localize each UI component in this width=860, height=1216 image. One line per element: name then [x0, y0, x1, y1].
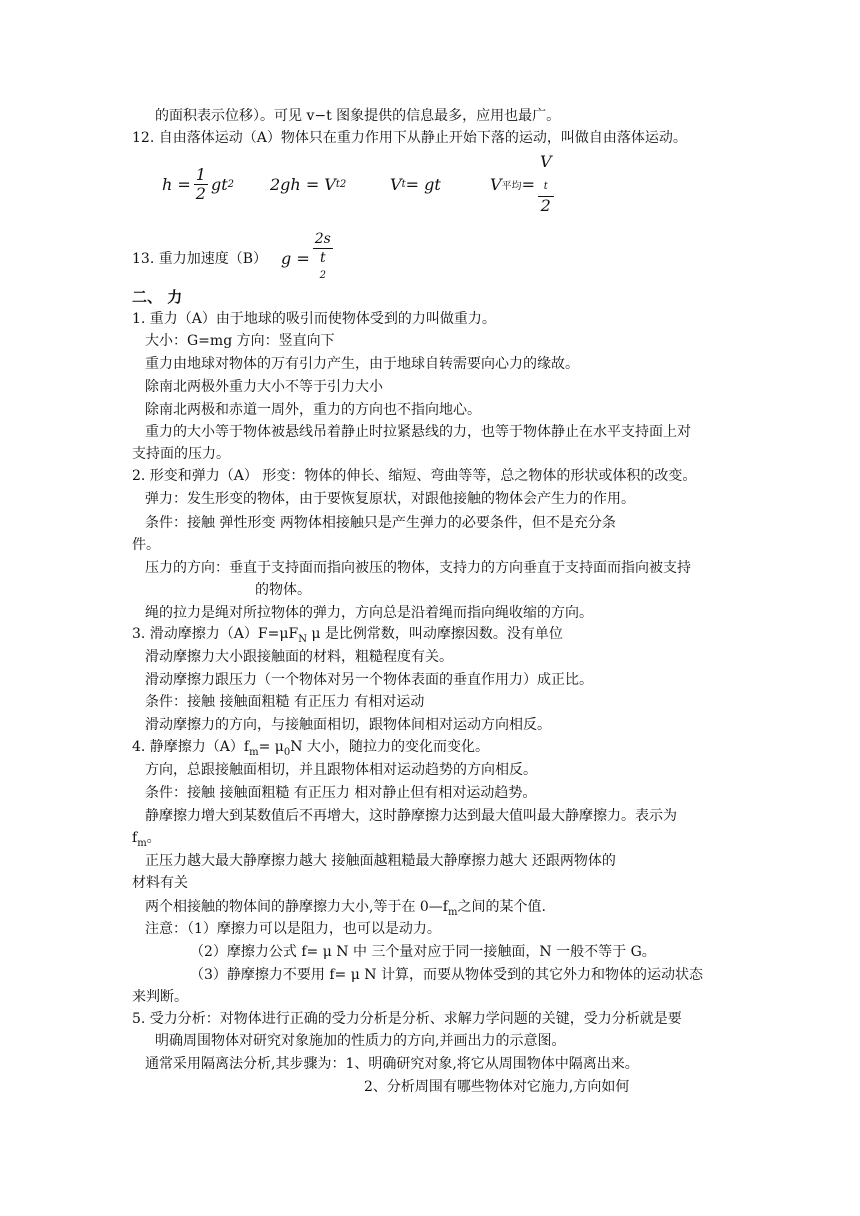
subscript: m — [249, 746, 259, 758]
item-12: 12. 自由落体运动（A）物体只在重力作用下从静止开始下落的运动，叫做自由落体运动。 — [132, 130, 687, 146]
text-line: 除南北两极外重力大小不等于引力大小 — [145, 379, 383, 395]
text-span: f — [132, 830, 138, 846]
text-line: 绳的拉力是绳对所拉物体的弹力，方向总是沿着绳而指向绳收缩的方向。 — [145, 605, 593, 621]
formula-text: h = — [162, 174, 191, 194]
subscript: N — [298, 633, 307, 645]
text-line — [132, 737, 489, 763]
text-line: 滑动摩擦力的方向，与接触面相切，跟物体间相对运动方向相反。 — [145, 717, 551, 733]
fraction-denominator — [313, 249, 333, 289]
text-line: 静摩擦力增大到某数值后不再增大，这时静摩擦力达到最大值叫最大静摩擦力。表示为 — [145, 808, 677, 824]
text-line: 1. 重力（A）由于地球的吸引而使物体受到的力叫做重力。 — [132, 311, 496, 327]
text-line: 5. 受力分析：对物体进行正确的受力分析是分析、求解力学问题的关键，受力分析就是要 — [132, 1011, 682, 1027]
text-line: 的面积表示位移）。可见 v−t 图象提供的信息最多，应用也最广。 — [155, 108, 561, 124]
text-line: 除南北两极和赤道一周外，重力的方向也不指向地心。 — [145, 402, 481, 418]
formula-vavg — [490, 151, 557, 216]
text-line: 2. 形变和弹力（A） 形变：物体的伸长、缩短、弯曲等等，总之物体的形状或体积的改变。 — [132, 468, 697, 484]
text-span: N 大小，随拉力的变化而变化。 — [290, 739, 489, 755]
formula-text: V — [539, 151, 552, 171]
text-span: 两个相接触的物体间的静摩擦力大小,等于在 0—f — [145, 899, 448, 915]
text-line: 滑动摩擦力跟压力（一个物体对另一个物体表面的垂直作用力）成正比。 — [145, 672, 593, 688]
formula-text: gt — [210, 174, 228, 194]
fraction-numerator: 2s — [314, 231, 331, 247]
formula-vt — [390, 162, 441, 206]
text-line — [132, 828, 161, 854]
text-line: （3）静摩擦力不要用 f= μ N 计算，而要从物体受到的其它外力和物体的运动状态 — [190, 967, 703, 983]
text-line: 条件：接触 接触面粗糙 有正压力 有相对运动 — [145, 694, 425, 710]
formula-text: t — [319, 250, 326, 266]
item-13-label: 13. 重力加速度（B） — [132, 251, 268, 268]
text-line: 条件：接触 接触面粗糙 有正压力 相对静止但有相对运动趋势。 — [145, 785, 537, 801]
subscript: 0 — [283, 746, 291, 758]
text-line: 的物体。 — [255, 582, 311, 598]
formula-text: 2gh = V — [270, 174, 336, 194]
text-line: 滑动摩擦力大小跟接触面的材料，粗糙程度有关。 — [145, 649, 453, 665]
text-line: 件。 — [132, 537, 160, 553]
exponent: 2 — [319, 270, 326, 281]
text-line: 重力的大小等于物体被悬线吊着静止时拉紧悬线的力，也等于物体静止在水平支持面上对 — [145, 424, 691, 440]
text-line: 弹力：发生形变的物体，由于要恢复原状，对跟他接触的物体会产生力的作用。 — [145, 491, 635, 507]
text-line: 2、分析周围有哪些物体对它施力,方向如何 — [364, 1079, 630, 1095]
text-line: 方向，总跟接触面相切，并且跟物体相对运动趋势的方向相反。 — [145, 762, 537, 778]
text-span: μ 是比例常数，叫动摩擦因数。没有单位 — [306, 626, 563, 642]
exponent: 2 — [227, 178, 235, 190]
fraction — [313, 230, 333, 289]
text-line: 重力由地球对物体的万有引力产生，由于地球自转需要向心力的缘故。 — [145, 356, 579, 372]
text-line: 压力的方向：垂直于支持面而指向被压的物体，支持力的方向垂直于支持面而指向被支持 — [145, 560, 691, 576]
section-heading: 二、 力 — [132, 288, 183, 306]
subscript: m — [137, 837, 147, 849]
text-span: 4. 静摩擦力（A）f — [132, 739, 250, 755]
text-line: 通常采用隔离法分析,其步骤为：1、明确研究对象,将它从周围物体中隔离出来。 — [145, 1056, 639, 1072]
text-line: 来判断。 — [132, 989, 188, 1005]
fraction-denominator: 2 — [540, 196, 551, 216]
text-span: = μ — [258, 739, 284, 755]
subscript: t — [401, 178, 406, 190]
text-line: 条件：接触 弹性形变 两物体相接触只是产生弹力的必要条件，但不是充分条 — [145, 515, 616, 531]
text-span: 之间的某个值. — [457, 899, 546, 915]
fraction — [194, 166, 208, 203]
fraction — [538, 153, 554, 215]
formula-text: = — [521, 174, 535, 194]
text-line: 明确周围物体对研究对象施加的性质力的方向,并画出力的示意图。 — [155, 1033, 566, 1049]
text-line: （2）摩擦力公式 f= μ N 中 三个量对应于同一接触面，N 一般不等于 G。 — [190, 944, 656, 960]
subscript: t — [335, 178, 340, 190]
text-span: 3. 滑动摩擦力（A）F=μF — [132, 626, 299, 642]
formula-h — [162, 162, 234, 206]
exponent: 2 — [339, 178, 347, 190]
text-line: 支持面的压力。 — [132, 446, 230, 462]
fraction-numerator — [538, 153, 554, 197]
fraction-numerator: 1 — [195, 164, 206, 184]
text-line — [132, 624, 563, 650]
formula-text: g = — [281, 249, 310, 269]
item-13 — [132, 230, 336, 289]
fraction-denominator: 2 — [195, 183, 206, 203]
formula-text: V — [490, 174, 502, 194]
text-line: 大小：G=mg 方向：竖直向下 — [145, 333, 335, 349]
text-line: 材料有关 — [132, 875, 188, 891]
formula-text: V — [390, 174, 402, 194]
formula-text: = gt — [405, 174, 441, 194]
text-line: 正压力越大最大静摩擦力越大 接触面越粗糙最大静摩擦力越大 还跟两物体的 — [145, 853, 616, 869]
subscript: t — [543, 181, 548, 193]
subscript: m — [448, 906, 458, 918]
subscript: 平均 — [501, 180, 522, 192]
text-line: 注意：（1）摩擦力可以是阻力，也可以是动力。 — [145, 921, 441, 937]
text-span: 。 — [146, 830, 161, 846]
formula-2gh — [270, 162, 346, 206]
